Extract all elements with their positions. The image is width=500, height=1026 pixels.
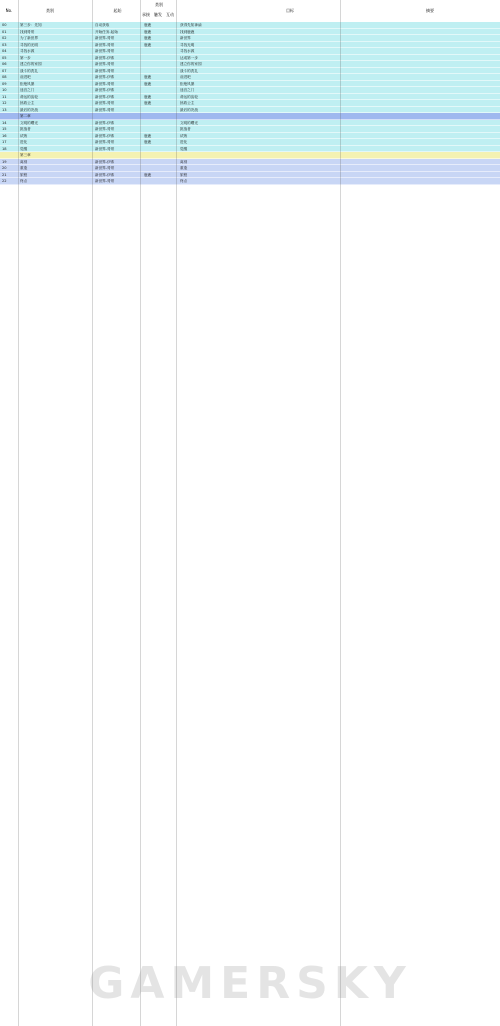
row-start: 新世界-哥哥 <box>95 179 115 183</box>
row-no: 20 <box>2 166 7 170</box>
row-col <box>144 146 172 152</box>
row-no: 13 <box>2 107 7 112</box>
row-target: 试炼 <box>180 133 188 138</box>
row-no: 15 <box>2 127 7 131</box>
row-col <box>144 159 172 165</box>
row-start: 新世界-伊弗 <box>95 75 115 79</box>
header-sub-3: 互动 <box>166 12 174 17</box>
row-no <box>2 113 16 119</box>
row-name: 文明的曙光 <box>20 120 38 125</box>
row-no: 21 <box>2 172 7 177</box>
row-no: 04 <box>2 49 7 53</box>
row-name: 第三章 <box>20 153 31 157</box>
row-target: 建立你的家园 <box>180 62 202 66</box>
row-col: 鹿鹿 <box>144 23 152 27</box>
row-col: 鹿鹿 <box>144 133 152 138</box>
row-no: 12 <box>2 101 7 105</box>
header-sub-1: 承接 <box>142 12 150 17</box>
row-name: 迷宫之门 <box>20 88 35 92</box>
row-start: 新世界-哥哥 <box>95 49 115 53</box>
row-no: 22 <box>2 179 7 183</box>
row-name: 第一步 <box>20 55 31 60</box>
row-col: 鹿鹿 <box>144 42 152 47</box>
row-no: 08 <box>2 75 7 79</box>
row-name: 找到哥哥 <box>20 29 35 34</box>
watermark: GAMERSKY <box>88 958 412 1009</box>
row-start: 新世界-哥哥 <box>95 166 115 170</box>
header-category: 类别 <box>155 2 163 7</box>
grid-line <box>18 0 19 1026</box>
row-target: 寻找水源 <box>180 49 195 53</box>
header-trigger: 起始 <box>113 8 122 13</box>
row-no: 10 <box>2 88 7 92</box>
row-no: 11 <box>2 94 7 99</box>
row-target: 最后的决战 <box>180 107 198 112</box>
row-no: 18 <box>2 146 7 151</box>
row-name: 离别 <box>20 159 28 164</box>
row-no <box>2 152 16 158</box>
row-start: 新世界-哥哥 <box>95 101 115 105</box>
grid-line <box>140 0 141 1026</box>
row-col <box>144 178 172 184</box>
row-start: 新世界-伊弗 <box>95 172 115 177</box>
row-no: 09 <box>2 81 7 86</box>
row-col: 鹿鹿 <box>144 94 152 99</box>
row-target: 进化 <box>180 140 188 144</box>
row-name: 挑战者 <box>20 127 31 131</box>
row-name: 重逢 <box>20 166 28 170</box>
row-start: 新世界-哥哥 <box>95 107 115 112</box>
row-name: 试炼 <box>20 133 28 138</box>
row-target <box>180 113 335 119</box>
row-target: 获得先知神谕 <box>180 23 202 27</box>
row-name: 为了新世界 <box>20 36 38 40</box>
row-start: 新世界-哥哥 <box>95 81 115 86</box>
row-target: 重逢 <box>180 166 188 170</box>
row-col: 鹿鹿 <box>144 172 152 177</box>
header-sub-2: 触发 <box>154 12 162 17</box>
row-start: 新世界-哥哥 <box>95 62 115 66</box>
row-target: 新世界 <box>180 36 191 40</box>
row-start: 新世界-伊弗 <box>95 120 115 125</box>
row-target: 觉醒 <box>180 146 188 151</box>
row-start: 新世界-哥哥 <box>95 127 115 131</box>
row-col: 鹿鹿 <box>144 140 152 144</box>
row-no: 06 <box>2 62 7 66</box>
row-no: 19 <box>2 159 7 164</box>
row-col <box>144 165 172 171</box>
row-no: 07 <box>2 68 7 73</box>
row-col <box>144 68 172 74</box>
row-start: 新世界-伊弗 <box>95 133 115 138</box>
row-start: 开始任务-起始 <box>95 29 118 34</box>
row-target: 找到鹿鹿 <box>180 29 195 34</box>
row-name: 最后的决战 <box>20 107 38 112</box>
row-col <box>144 61 172 67</box>
row-name: 前进吧 <box>20 75 31 79</box>
row-name: 觉醒 <box>20 146 28 151</box>
row-target: 寻找光明 <box>180 42 195 47</box>
row-col <box>144 152 172 158</box>
header-no: No. <box>5 8 13 13</box>
row-target: 前进吧 <box>180 75 191 79</box>
row-start: 新世界-伊弗 <box>95 94 115 99</box>
row-col <box>144 107 172 113</box>
row-no: 01 <box>2 29 7 34</box>
row-col <box>144 48 172 54</box>
grid-line <box>340 0 341 1026</box>
row-col <box>144 55 172 61</box>
row-start: 新世界-哥哥 <box>95 42 115 47</box>
row-col <box>144 113 172 119</box>
row-name: 第二章 <box>20 114 31 118</box>
row-name: 进化 <box>20 140 28 144</box>
row-col: 鹿鹿 <box>144 75 152 79</box>
row-start <box>95 113 140 119</box>
row-target: 离别 <box>180 159 188 164</box>
row-start: 新世界-伊弗 <box>95 88 115 92</box>
row-no: 05 <box>2 55 7 60</box>
row-target: 拒绝风暴 <box>180 81 195 86</box>
row-no: 16 <box>2 133 7 138</box>
row-name: 旅程 <box>20 172 28 177</box>
row-start: 新世界-哥哥 <box>95 36 115 40</box>
table-header <box>0 0 500 23</box>
row-name: 战斗的洗礼 <box>20 68 38 73</box>
row-target: 终点 <box>180 179 188 183</box>
header-note: 摘要 <box>426 8 434 13</box>
grid-line <box>176 0 177 1026</box>
row-start: 新世界-伊弗 <box>95 159 115 164</box>
row-no: 02 <box>2 36 7 40</box>
row-no: 17 <box>2 140 7 144</box>
row-name: 寻找的光明 <box>20 42 38 47</box>
row-col <box>144 120 172 126</box>
row-target: 旅程 <box>180 172 188 177</box>
row-start: 新世界-哥哥 <box>95 140 115 144</box>
header-target: 目标 <box>286 8 294 13</box>
row-name: 拯救公主 <box>20 101 35 105</box>
row-target: 迷宫之门 <box>180 88 195 92</box>
header-class: 类别 <box>46 8 54 13</box>
row-start: 新世界-伊弗 <box>95 55 115 60</box>
row-target: 命运的齿轮 <box>180 94 198 99</box>
row-start: 新世界-哥哥 <box>95 68 115 73</box>
row-target: 拯救公主 <box>180 101 195 105</box>
row-col: 鹿鹿 <box>144 101 152 105</box>
row-col <box>144 126 172 132</box>
row-target: 战斗的洗礼 <box>180 68 198 73</box>
row-name: 终点 <box>20 179 28 183</box>
row-col: 鹿鹿 <box>144 29 152 34</box>
table-row <box>0 178 500 185</box>
row-name: 寻找水源 <box>20 49 35 53</box>
row-no: 03 <box>2 42 7 47</box>
row-col <box>144 87 172 93</box>
row-name: 建立你的家园 <box>20 62 42 66</box>
row-name: 拒绝风暴 <box>20 81 35 86</box>
row-col: 鹿鹿 <box>144 36 152 40</box>
row-name: 命运的齿轮 <box>20 94 38 99</box>
row-target: 挑战者 <box>180 127 191 131</box>
row-start <box>95 152 140 158</box>
row-no: 14 <box>2 120 7 125</box>
row-start: 新世界-哥哥 <box>95 146 115 151</box>
row-name: 第三步：先知 <box>20 23 42 27</box>
row-target: 达成第一步 <box>180 55 198 60</box>
row-no: 00 <box>2 23 7 27</box>
row-target <box>180 152 335 158</box>
grid-line <box>92 0 93 1026</box>
row-start: 自动获取 <box>95 23 110 27</box>
row-col: 鹿鹿 <box>144 81 152 86</box>
row-target: 文明的曙光 <box>180 120 198 125</box>
